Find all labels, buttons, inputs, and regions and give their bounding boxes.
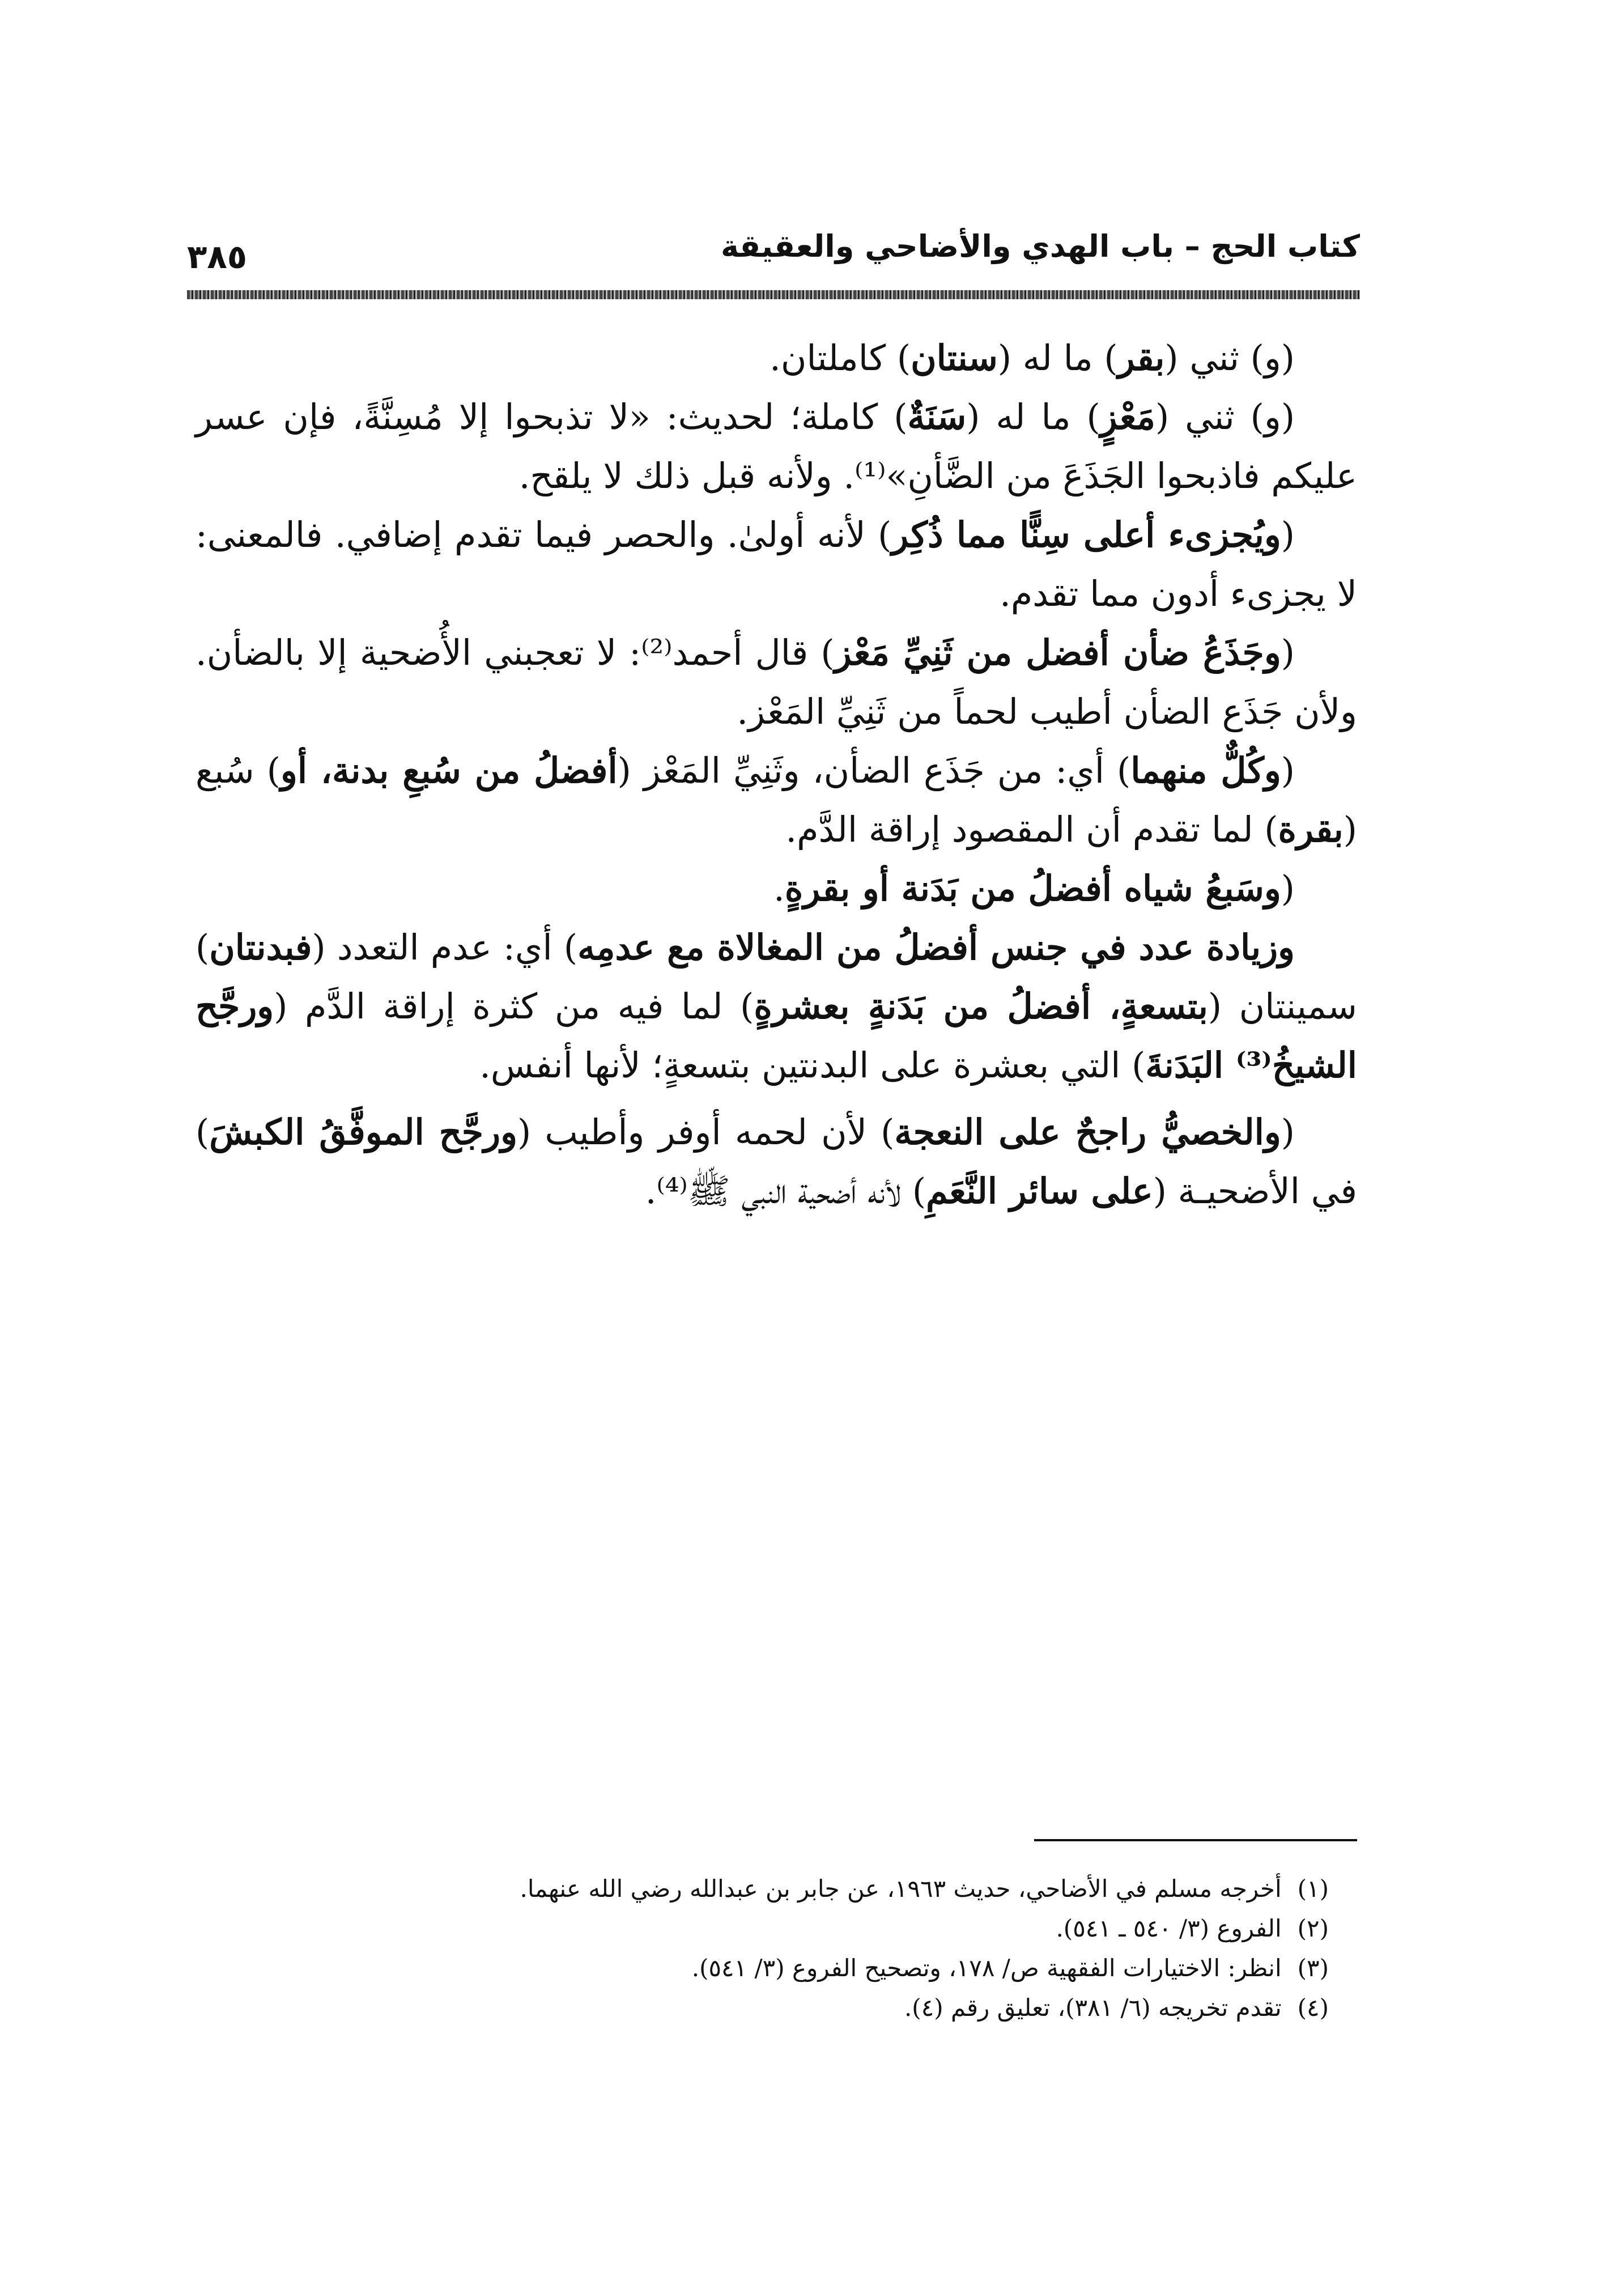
paragraph xyxy=(195,859,1357,918)
paragraph xyxy=(195,623,1357,741)
text-run: (و) ثني ( xyxy=(1164,337,1295,379)
bold-text-run: وزيادة عدد في جنس أفضلُ من المغالاة مع عدمِه xyxy=(577,927,1295,968)
bold-text-run: وكُلٌّ منهما xyxy=(1130,750,1281,791)
text-run: ) لأن لحمه أوفر وأطيب ( xyxy=(517,1111,895,1153)
text-run: ) سمينتان ( xyxy=(195,927,1357,1027)
header-title: كتاب الحج – باب الهدي والأضاحي والعقيقة xyxy=(721,228,1360,264)
footnote-number: (٣) xyxy=(1297,1954,1329,1982)
bold-text-run: على سائر النَّعَمِ xyxy=(926,1170,1153,1212)
footnote-number: (٢) xyxy=(1297,1914,1329,1942)
text-run: ) التي بعشرة على البدنتين بتسعةٍ؛ لأنها أنفس. xyxy=(479,1044,1146,1086)
bold-text-run: بقرة xyxy=(1278,809,1344,850)
bold-text-run: أفضلُ من سُبعِ بدنة، أو xyxy=(280,750,618,791)
text-run: ) لما تقدم أن المقصود إراقة الدَّم. xyxy=(785,809,1278,850)
footnote xyxy=(195,1909,1329,1948)
text-run: ) كاملتان. xyxy=(770,337,911,379)
text-run: ) قال أحمد⁽²⁾: لا تعجبني الأُضحية إلا بالضأن. ولأن جَذَع الضأن أطيب لحماً من ثَنِيِّ المَعْز. xyxy=(195,632,1357,732)
bold-text-run: ورجَّح الموفَّقُ الكبشَ xyxy=(209,1111,518,1153)
text-run: ) سُبع ( xyxy=(195,750,1357,850)
bold-text-run: وجَذَعُ ضأن أفضل من ثَنِيِّ مَعْز xyxy=(834,632,1281,673)
text-run: ) ما له ( xyxy=(997,337,1118,379)
bold-text-run: سَنَةٌ xyxy=(907,396,967,438)
text-run: ) في الأضحيـة ( xyxy=(195,1111,1357,1212)
text-run: (و) ثني ( xyxy=(1155,396,1295,438)
paragraph xyxy=(195,918,1357,1095)
bold-text-run: ورجَّح الشيخُ⁽³⁾ البَدَنةَ xyxy=(195,986,1357,1086)
footnote-text: انظر: الاختيارات الفقهية ص/ ١٧٨، وتصحيح الفروع (٣/ ٥٤١). xyxy=(691,1954,1282,1982)
text-run: ) أي: من جَذَع الضأن، وثَنِيِّ المَعْز ( xyxy=(617,750,1131,791)
footnote-number: (٤) xyxy=(1297,1994,1329,2022)
text-run: ( xyxy=(1281,514,1295,555)
text-run: ) لأنه أولىٰ. والحصر فيما تقدم إضافي. فالمعنى: لا يجزىء أدون مما تقدم. xyxy=(195,514,1357,614)
footnote-text: الفروع (٣/ ٥٤٠ ـ ٥٤١). xyxy=(1056,1914,1282,1942)
paragraph xyxy=(195,388,1357,506)
text-run: ) لما فيه من كثرة إراقة الدَّم ( xyxy=(274,986,754,1027)
footnote xyxy=(195,1988,1329,2028)
bold-text-run: فبدنتان xyxy=(209,927,312,968)
bold-text-run: بتسعةٍ، أفضلُ من بَدَنةٍ بعشرةٍ xyxy=(754,986,1208,1027)
bold-text-run: مَعْزٍ xyxy=(1100,396,1156,438)
bold-text-run: والخصيُّ راجحٌ على النعجة xyxy=(894,1111,1281,1153)
footnote-text: أخرجه مسلم في الأضاحي، حديث ١٩٦٣، عن جابر بن عبدالله رضي الله عنهما. xyxy=(520,1875,1282,1903)
bold-text-run: سنتان xyxy=(911,337,998,379)
footnote-separator xyxy=(1034,1839,1357,1841)
text-run: . xyxy=(773,868,785,909)
page-number: ٣٨٥ xyxy=(187,237,248,276)
running-header xyxy=(187,224,1360,286)
footnote-text: تقدم تخريجه (٦/ ٣٨١)، تعليق رقم (٤). xyxy=(904,1994,1282,2022)
paragraph xyxy=(195,506,1357,623)
text-run: ( xyxy=(1281,868,1295,909)
text-run: ( xyxy=(1281,632,1295,673)
bold-text-run: بقر xyxy=(1117,337,1165,379)
footnote-number: (١) xyxy=(1297,1875,1329,1903)
body-text xyxy=(195,329,1357,1221)
text-run: ) ما له ( xyxy=(966,396,1100,438)
paragraph xyxy=(195,741,1357,859)
text-run: ( xyxy=(1281,1111,1295,1153)
text-run: ) أي: عدم التعدد ( xyxy=(312,927,578,968)
text-run: ( xyxy=(1281,750,1295,791)
header-rule xyxy=(187,290,1360,299)
text-run: ) لأنه أضحية النبي ﷺ⁽⁴⁾. xyxy=(645,1170,926,1212)
paragraph xyxy=(195,329,1357,388)
bold-text-run: ويُجزىء أعلى سِنًّا مما ذُكِر xyxy=(891,514,1281,555)
footnotes xyxy=(195,1869,1329,2028)
footnote xyxy=(195,1869,1329,1909)
footnote xyxy=(195,1948,1329,1988)
paragraph xyxy=(195,1103,1357,1221)
bold-text-run: وسَبعُ شياه أفضلُ من بَدَنة أو بقرةٍ xyxy=(784,868,1281,909)
text-run: ) كاملة؛ لحديث: «لا تذبحوا إلا مُسِنَّةً، فإن عسر عليكم فاذبحوا الجَذَعَ من الضَّأنِ»⁽¹⁾. ولأنه قبل ذلك لا يلقح. xyxy=(195,396,1357,496)
